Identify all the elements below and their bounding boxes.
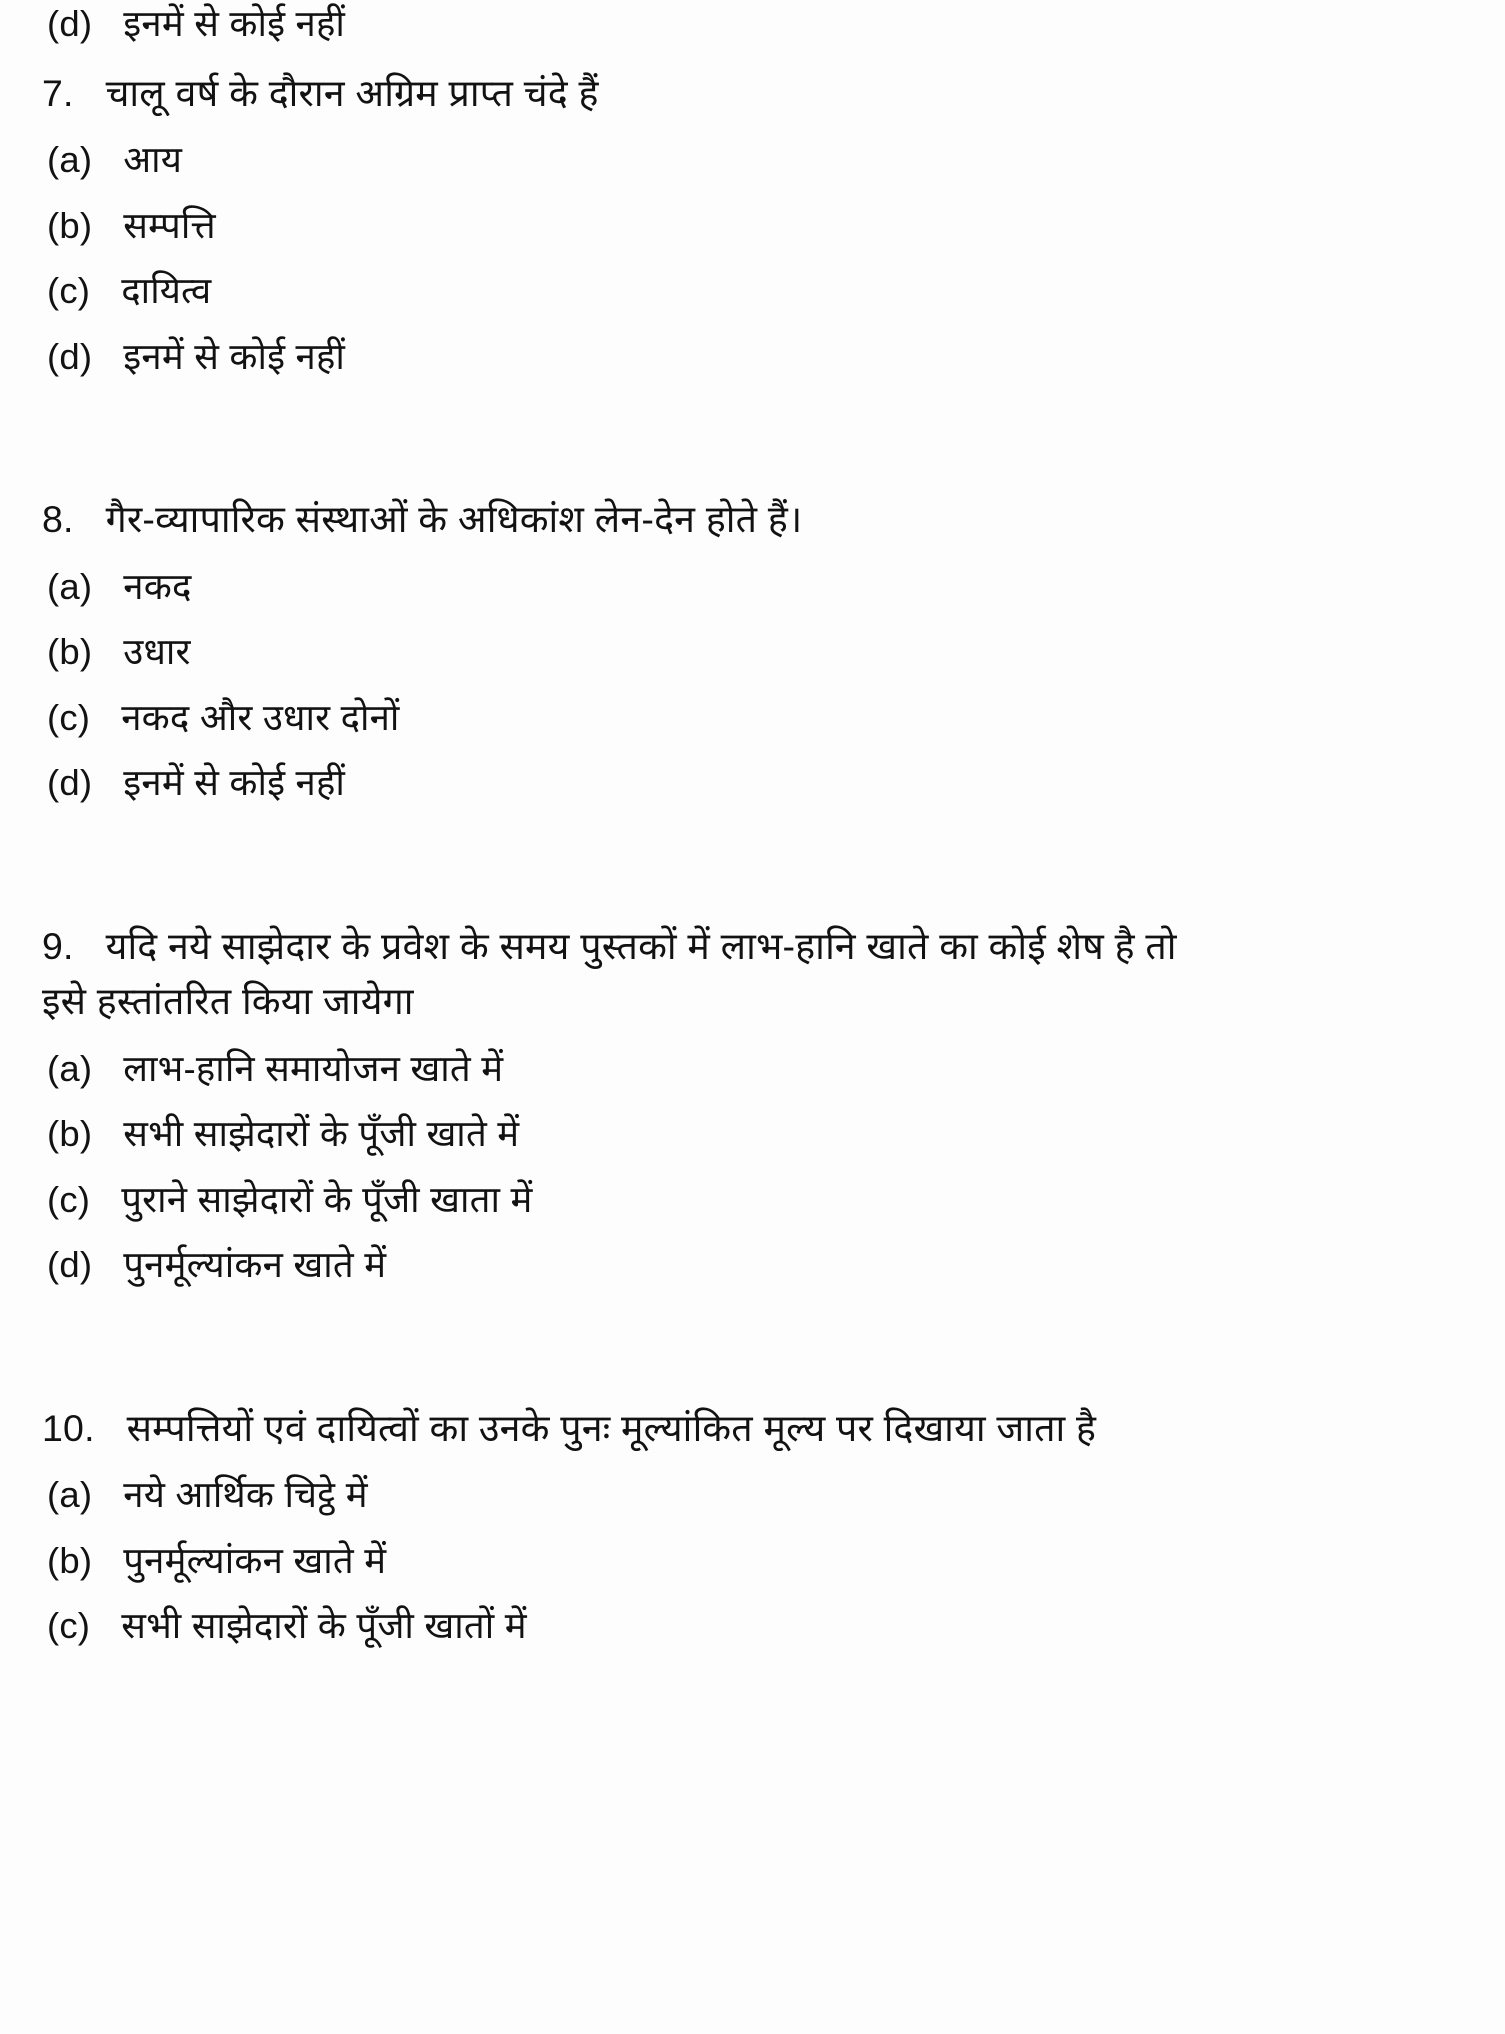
question-number: 7. <box>42 71 74 114</box>
question-9-option-a[interactable] <box>47 1047 1463 1089</box>
question-text: सम्पत्तियों एवं दायित्वों का उनके पुनः मूल्यांकित मूल्य पर दिखाया जाता है <box>126 1406 1097 1449</box>
question-7-option-d[interactable] <box>47 335 1463 377</box>
question-9-stem-line-1 <box>42 924 1463 967</box>
question-8-option-d[interactable] <box>47 762 1463 803</box>
option-label: (b) <box>47 204 93 246</box>
question-text: गैर-व्यापारिक संस्थाओं के अधिकांश लेन-देन होते हैं। <box>105 498 803 540</box>
option-text: दायित्व <box>121 270 212 311</box>
question-10-option-c[interactable] <box>47 1605 1463 1646</box>
spacer <box>42 310 1463 339</box>
question-7-option-b[interactable] <box>47 204 1463 246</box>
question-7-option-c[interactable] <box>47 270 1463 311</box>
question-number: 10. <box>42 1406 95 1449</box>
question-10-option-a[interactable] <box>47 1474 1463 1515</box>
option-text: लाभ-हानि समायोजन खाते में <box>123 1047 504 1089</box>
option-label: (c) <box>47 1178 91 1220</box>
question-9-option-c[interactable] <box>47 1178 1463 1220</box>
option-label: (c) <box>47 1605 91 1646</box>
spacer <box>42 539 1463 569</box>
option-text: नकद और उधार दोनों <box>121 696 400 738</box>
option-text: पुनर्मूल्यांकन खाते में <box>123 1539 387 1581</box>
option-text: पुराने साझेदारों के पूँजी खाता में <box>121 1178 533 1220</box>
question-block-spacer <box>42 375 1463 501</box>
question-number: 9. <box>42 924 74 967</box>
option-text: आय <box>123 139 183 180</box>
option-label: (d) <box>47 3 93 44</box>
option-text: इनमें से कोई नहीं <box>123 762 346 803</box>
question-8-option-b[interactable] <box>47 631 1463 672</box>
question-number: 8. <box>42 498 74 540</box>
question-9-option-d[interactable] <box>47 1244 1463 1285</box>
option-text: सभी साझेदारों के पूँजी खातों में <box>121 1605 527 1646</box>
option-label: (b) <box>47 1539 93 1581</box>
spacer <box>42 736 1463 765</box>
option-text: पुनर्मूल्यांकन खाते में <box>123 1244 387 1285</box>
spacer <box>42 1579 1463 1608</box>
spacer <box>42 1447 1463 1477</box>
spacer <box>42 1514 1463 1543</box>
option-text: इनमें से कोई नहीं <box>123 3 346 44</box>
option-text: सभी साझेदारों के पूँजी खाते में <box>123 1113 520 1154</box>
option-label: (d) <box>47 1244 93 1285</box>
option-label: (b) <box>47 1113 93 1154</box>
spacer <box>42 179 1463 208</box>
question-9-option-b[interactable] <box>47 1113 1463 1154</box>
question-10-stem <box>42 1406 1463 1449</box>
question-10-option-b[interactable] <box>47 1539 1463 1581</box>
option-label: (c) <box>47 270 91 311</box>
spacer <box>42 112 1463 142</box>
option-label: (a) <box>47 1047 93 1089</box>
option-text: नकद <box>123 565 192 607</box>
option-text: इनमें से कोई नहीं <box>123 335 346 377</box>
question-block-spacer <box>42 802 1463 928</box>
option-label: (a) <box>47 1474 93 1515</box>
spacer <box>42 1087 1463 1116</box>
spacer <box>42 671 1463 700</box>
question-8-option-a[interactable] <box>47 565 1463 607</box>
question-8-option-c[interactable] <box>47 696 1463 738</box>
spacer <box>42 43 1463 75</box>
option-label: (c) <box>47 696 91 738</box>
option-label: (d) <box>47 335 93 377</box>
question-8-stem <box>42 498 1463 540</box>
question-block-spacer <box>42 1284 1463 1410</box>
option-label: (a) <box>47 139 93 180</box>
question-text: यदि नये साझेदार के प्रवेश के समय पुस्तकों में लाभ-हानि खाते का कोई शेष है तो <box>105 924 1177 967</box>
question-7-stem <box>42 71 1463 114</box>
spacer <box>42 244 1463 273</box>
carryover-option <box>47 3 1463 44</box>
spacer <box>42 1021 1463 1051</box>
spacer <box>42 1218 1463 1247</box>
option-text: उधार <box>123 631 191 672</box>
question-7-option-a[interactable] <box>47 139 1463 180</box>
option-label: (d) <box>47 762 93 803</box>
option-text: नये आर्थिक चिट्ठे में <box>123 1474 368 1515</box>
question-text: चालू वर्ष के दौरान अग्रिम प्राप्त चंदे हैं <box>105 71 599 114</box>
option-label: (a) <box>47 565 93 607</box>
option-label: (b) <box>47 631 93 672</box>
question-9-stem-line-2: इसे हस्तांतरित किया जायेगा <box>42 980 414 1022</box>
spacer <box>42 605 1463 634</box>
spacer <box>42 1153 1463 1182</box>
option-text: सम्पत्ति <box>123 204 216 246</box>
